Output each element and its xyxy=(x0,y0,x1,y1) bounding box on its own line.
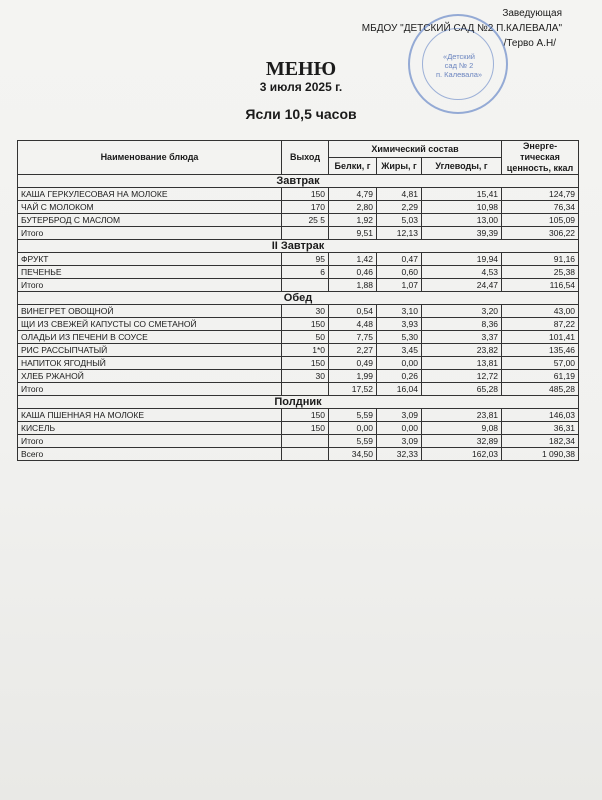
dish-yield: 150 xyxy=(282,422,329,435)
dish-protein: 1,42 xyxy=(329,253,377,266)
stamp-line: сад № 2 xyxy=(444,61,474,70)
dish-name: Итого xyxy=(18,227,282,240)
dish-yield xyxy=(282,279,329,292)
total-row xyxy=(18,227,579,240)
dish-fat: 0,00 xyxy=(377,422,422,435)
section-header xyxy=(18,240,579,253)
grand-total-row xyxy=(18,448,579,461)
dish-energy: 61,19 xyxy=(502,370,579,383)
dish-carbs: 10,98 xyxy=(422,201,502,214)
dish-carbs: 4,53 xyxy=(422,266,502,279)
stamp-line: «Детский xyxy=(443,52,475,61)
dish-carbs: 65,28 xyxy=(422,383,502,396)
dish-name: ЩИ ИЗ СВЕЖЕЙ КАПУСТЫ СО СМЕТАНОЙ xyxy=(18,318,282,331)
dish-name: РИС РАССЫПЧАТЫЙ xyxy=(18,344,282,357)
dish-energy: 306,22 xyxy=(502,227,579,240)
dish-fat: 3,10 xyxy=(377,305,422,318)
header-protein: Белки, г xyxy=(329,158,377,175)
total-row xyxy=(18,279,579,292)
dish-energy: 182,34 xyxy=(502,435,579,448)
dish-energy: 76,34 xyxy=(502,201,579,214)
dish-name: НАПИТОК ЯГОДНЫЙ xyxy=(18,357,282,370)
dish-row xyxy=(18,370,579,383)
dish-protein: 34,50 xyxy=(329,448,377,461)
header-energy: Энерге-тическая ценность, ккал xyxy=(502,141,579,175)
dish-name: ЧАЙ С МОЛОКОМ xyxy=(18,201,282,214)
dish-yield: 1*0 xyxy=(282,344,329,357)
dish-row xyxy=(18,214,579,227)
section-title: Обед xyxy=(18,292,579,305)
header-fat: Жиры, г xyxy=(377,158,422,175)
header-carbs: Углеводы, г xyxy=(422,158,502,175)
dish-energy: 1 090,38 xyxy=(502,448,579,461)
dish-protein: 2,80 xyxy=(329,201,377,214)
dish-fat: 3,09 xyxy=(377,409,422,422)
dish-name: КИСЕЛЬ xyxy=(18,422,282,435)
dish-carbs: 8,36 xyxy=(422,318,502,331)
header-chem: Химический состав xyxy=(329,141,502,158)
dish-carbs: 32,89 xyxy=(422,435,502,448)
dish-name: Всего xyxy=(18,448,282,461)
dish-fat: 1,07 xyxy=(377,279,422,292)
dish-yield: 170 xyxy=(282,201,329,214)
dish-carbs: 9,08 xyxy=(422,422,502,435)
dish-name: БУТЕРБРОД С МАСЛОМ xyxy=(18,214,282,227)
dish-row xyxy=(18,201,579,214)
dish-fat: 2,29 xyxy=(377,201,422,214)
dish-carbs: 13,81 xyxy=(422,357,502,370)
dish-protein: 4,79 xyxy=(329,188,377,201)
dish-yield: 30 xyxy=(282,305,329,318)
dish-fat: 32,33 xyxy=(377,448,422,461)
dish-protein: 2,27 xyxy=(329,344,377,357)
dish-yield: 150 xyxy=(282,318,329,331)
dish-fat: 0,47 xyxy=(377,253,422,266)
dish-energy: 101,41 xyxy=(502,331,579,344)
dish-energy: 87,22 xyxy=(502,318,579,331)
dish-protein: 5,59 xyxy=(329,409,377,422)
total-row xyxy=(18,435,579,448)
dish-name: ПЕЧЕНЬЕ xyxy=(18,266,282,279)
dish-yield: 150 xyxy=(282,409,329,422)
group-name: Ясли 10,5 часов xyxy=(245,106,357,122)
dish-row xyxy=(18,344,579,357)
dish-energy: 57,00 xyxy=(502,357,579,370)
section-title: Полдник xyxy=(18,396,579,409)
page-title: МЕНЮ xyxy=(265,58,337,80)
dish-yield xyxy=(282,383,329,396)
dish-carbs: 23,81 xyxy=(422,409,502,422)
dish-energy: 146,03 xyxy=(502,409,579,422)
dish-protein: 1,92 xyxy=(329,214,377,227)
dish-protein: 5,59 xyxy=(329,435,377,448)
dish-carbs: 3,37 xyxy=(422,331,502,344)
dish-name: Итого xyxy=(18,383,282,396)
dish-name: Итого xyxy=(18,435,282,448)
menu-table xyxy=(17,140,579,461)
dish-protein: 0,49 xyxy=(329,357,377,370)
section-title: Завтрак xyxy=(18,175,579,188)
dish-energy: 135,46 xyxy=(502,344,579,357)
dish-fat: 5,03 xyxy=(377,214,422,227)
dish-yield: 50 xyxy=(282,331,329,344)
dish-name: КАША ПШЕННАЯ НА МОЛОКЕ xyxy=(18,409,282,422)
dish-row xyxy=(18,331,579,344)
header-yield: Выход xyxy=(282,141,329,175)
dish-energy: 25,38 xyxy=(502,266,579,279)
dish-carbs: 3,20 xyxy=(422,305,502,318)
dish-fat: 0,60 xyxy=(377,266,422,279)
dish-yield: 95 xyxy=(282,253,329,266)
dish-energy: 36,31 xyxy=(502,422,579,435)
dish-yield: 6 xyxy=(282,266,329,279)
dish-row xyxy=(18,422,579,435)
dish-fat: 0,00 xyxy=(377,357,422,370)
dish-protein: 17,52 xyxy=(329,383,377,396)
dish-row xyxy=(18,409,579,422)
dish-protein: 1,88 xyxy=(329,279,377,292)
dish-carbs: 24,47 xyxy=(422,279,502,292)
dish-name: КАША ГЕРКУЛЕСОВАЯ НА МОЛОКЕ xyxy=(18,188,282,201)
approval-signer: /Терво А.Н/ xyxy=(503,38,556,49)
dish-carbs: 15,41 xyxy=(422,188,502,201)
dish-fat: 3,45 xyxy=(377,344,422,357)
dish-carbs: 162,03 xyxy=(422,448,502,461)
dish-protein: 4,48 xyxy=(329,318,377,331)
dish-row xyxy=(18,188,579,201)
dish-fat: 5,30 xyxy=(377,331,422,344)
dish-fat: 12,13 xyxy=(377,227,422,240)
dish-fat: 3,93 xyxy=(377,318,422,331)
total-row xyxy=(18,383,579,396)
dish-energy: 105,09 xyxy=(502,214,579,227)
dish-protein: 9,51 xyxy=(329,227,377,240)
dish-energy: 485,28 xyxy=(502,383,579,396)
dish-yield xyxy=(282,448,329,461)
menu-date: 3 июля 2025 г. xyxy=(259,80,343,94)
dish-energy: 43,00 xyxy=(502,305,579,318)
dish-protein: 7,75 xyxy=(329,331,377,344)
dish-yield: 150 xyxy=(282,357,329,370)
dish-energy: 124,79 xyxy=(502,188,579,201)
dish-carbs: 23,82 xyxy=(422,344,502,357)
dish-carbs: 13,00 xyxy=(422,214,502,227)
dish-carbs: 39,39 xyxy=(422,227,502,240)
dish-carbs: 12,72 xyxy=(422,370,502,383)
section-header xyxy=(18,292,579,305)
dish-yield xyxy=(282,227,329,240)
dish-name: ВИНЕГРЕТ ОВОЩНОЙ xyxy=(18,305,282,318)
menu-body xyxy=(18,175,579,461)
dish-fat: 16,04 xyxy=(377,383,422,396)
dish-energy: 91,16 xyxy=(502,253,579,266)
dish-yield: 150 xyxy=(282,188,329,201)
dish-yield xyxy=(282,435,329,448)
dish-row xyxy=(18,318,579,331)
dish-row xyxy=(18,305,579,318)
stamp-line: п. Калевала» xyxy=(435,70,483,79)
header-dish: Наименование блюда xyxy=(18,141,282,175)
dish-name: Итого xyxy=(18,279,282,292)
dish-name: ОЛАДЬИ ИЗ ПЕЧЕНИ В СОУСЕ xyxy=(18,331,282,344)
approval-org: МБДОУ "ДЕТСКИЙ САД №2 П.КАЛЕВАЛА" xyxy=(361,23,562,34)
dish-yield: 30 xyxy=(282,370,329,383)
dish-protein: 0,00 xyxy=(329,422,377,435)
dish-carbs: 19,94 xyxy=(422,253,502,266)
dish-row xyxy=(18,266,579,279)
dish-energy: 116,54 xyxy=(502,279,579,292)
dish-row xyxy=(18,357,579,370)
dish-row xyxy=(18,253,579,266)
dish-yield: 25 5 xyxy=(282,214,329,227)
dish-protein: 0,54 xyxy=(329,305,377,318)
section-title: II Завтрак xyxy=(18,240,579,253)
dish-protein: 0,46 xyxy=(329,266,377,279)
approval-title: Заведующая xyxy=(502,8,562,19)
dish-name: ФРУКТ xyxy=(18,253,282,266)
dish-fat: 0,26 xyxy=(377,370,422,383)
dish-fat: 3,09 xyxy=(377,435,422,448)
dish-protein: 1,99 xyxy=(329,370,377,383)
section-header xyxy=(18,396,579,409)
dish-name: ХЛЕБ РЖАНОЙ xyxy=(18,370,282,383)
section-header xyxy=(18,175,579,188)
dish-fat: 4,81 xyxy=(377,188,422,201)
